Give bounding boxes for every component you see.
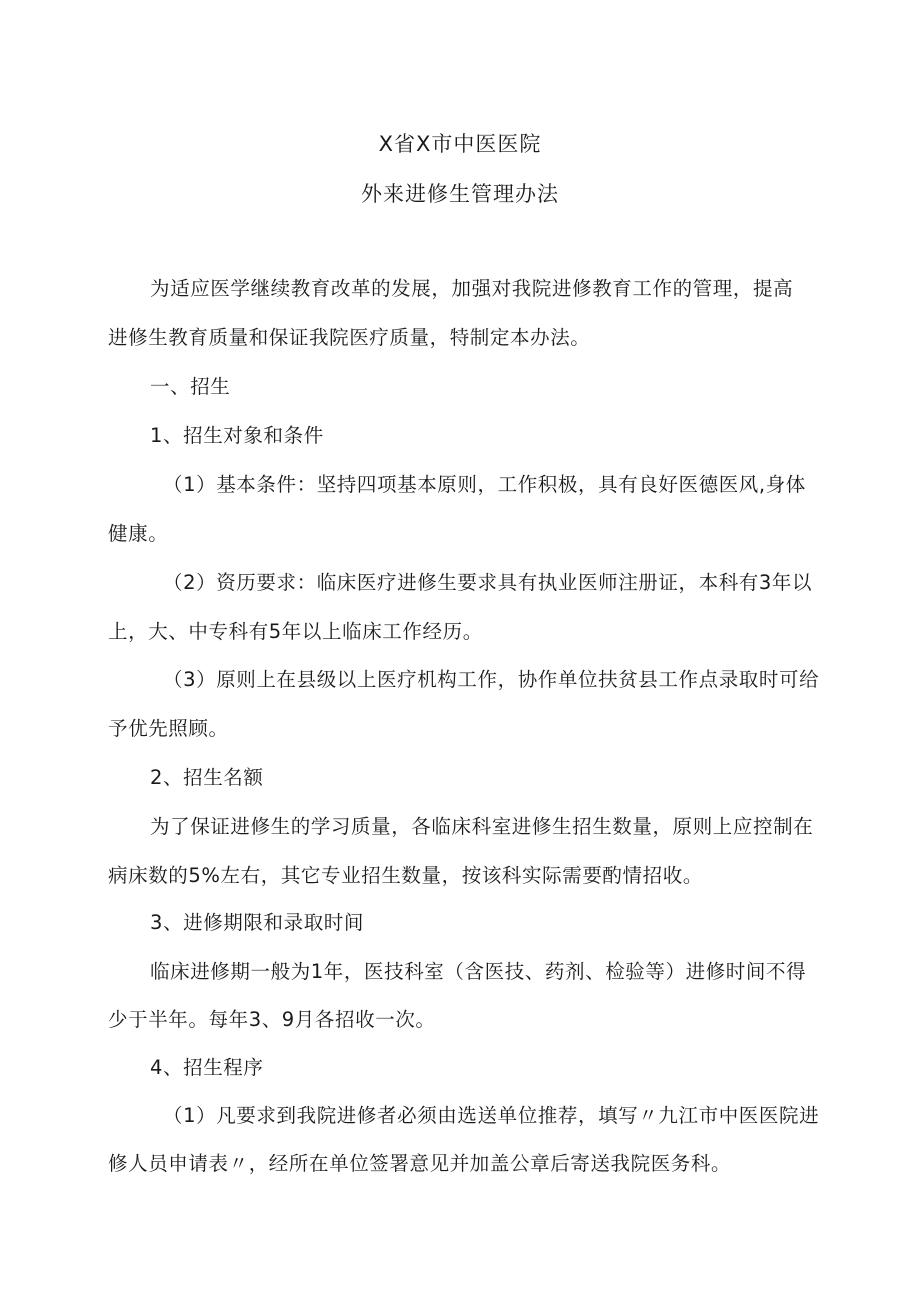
item1-condition3-line2: 予优先照顾。 <box>108 717 229 740</box>
item1-condition2-line2: 上，大、中专科有5年以上临床工作经历。 <box>108 620 483 643</box>
item4-step1-line1: （1）凡要求到我院进修者必须由选送单位推荐，填写〃九江市中医医院进 <box>163 1104 820 1127</box>
item1-heading: 1、招生对象和条件 <box>150 424 324 447</box>
document-title-line2: 外来进修生管理办法 <box>361 182 559 206</box>
item2-paragraph-line1: 为了保证进修生的学习质量，各临床科室进修生招生数量，原则上应控制在 <box>150 815 814 838</box>
section-heading-recruitment: 一、招生 <box>150 375 231 398</box>
item2-paragraph-line2: 病床数的5%左右，其它专业招生数量，按该科实际需要酌情招收。 <box>108 864 703 887</box>
item1-condition2-line1: （2）资历要求：临床医疗进修生要求具有执业医师注册证，本科有3年以 <box>163 571 813 594</box>
document-title-line1: X省X市中医医院 <box>378 132 542 156</box>
item1-condition1-line2: 健康。 <box>108 522 169 545</box>
item3-heading: 3、进修期限和录取时间 <box>150 911 365 934</box>
item3-paragraph-line2: 少于半年。每年3、9月各招收一次。 <box>108 1008 436 1031</box>
item1-condition3-line1: （3）原则上在县级以上医疗机构工作，协作单位扶贫县工作点录取时可给 <box>163 668 820 691</box>
item4-step1-line2: 修人员申请表〃，经所在单位签署意见并加盖公章后寄送我院医务科。 <box>108 1152 732 1175</box>
item4-heading: 4、招生程序 <box>150 1056 264 1079</box>
item1-condition1-line1: （1）基本条件：坚持四项基本原则，工作积极，具有良好医德医风,身体 <box>163 473 806 496</box>
item3-paragraph-line1: 临床进修期一般为1年，医技科室（含医技、药剂、检验等）进修时间不得 <box>150 960 807 983</box>
intro-paragraph-line1: 为适应医学继续教育改革的发展，加强对我院进修教育工作的管理，提高 <box>150 277 794 300</box>
intro-paragraph-line2: 进修生教育质量和保证我院医疗质量，特制定本办法。 <box>108 326 591 349</box>
item2-heading: 2、招生名额 <box>150 766 264 789</box>
